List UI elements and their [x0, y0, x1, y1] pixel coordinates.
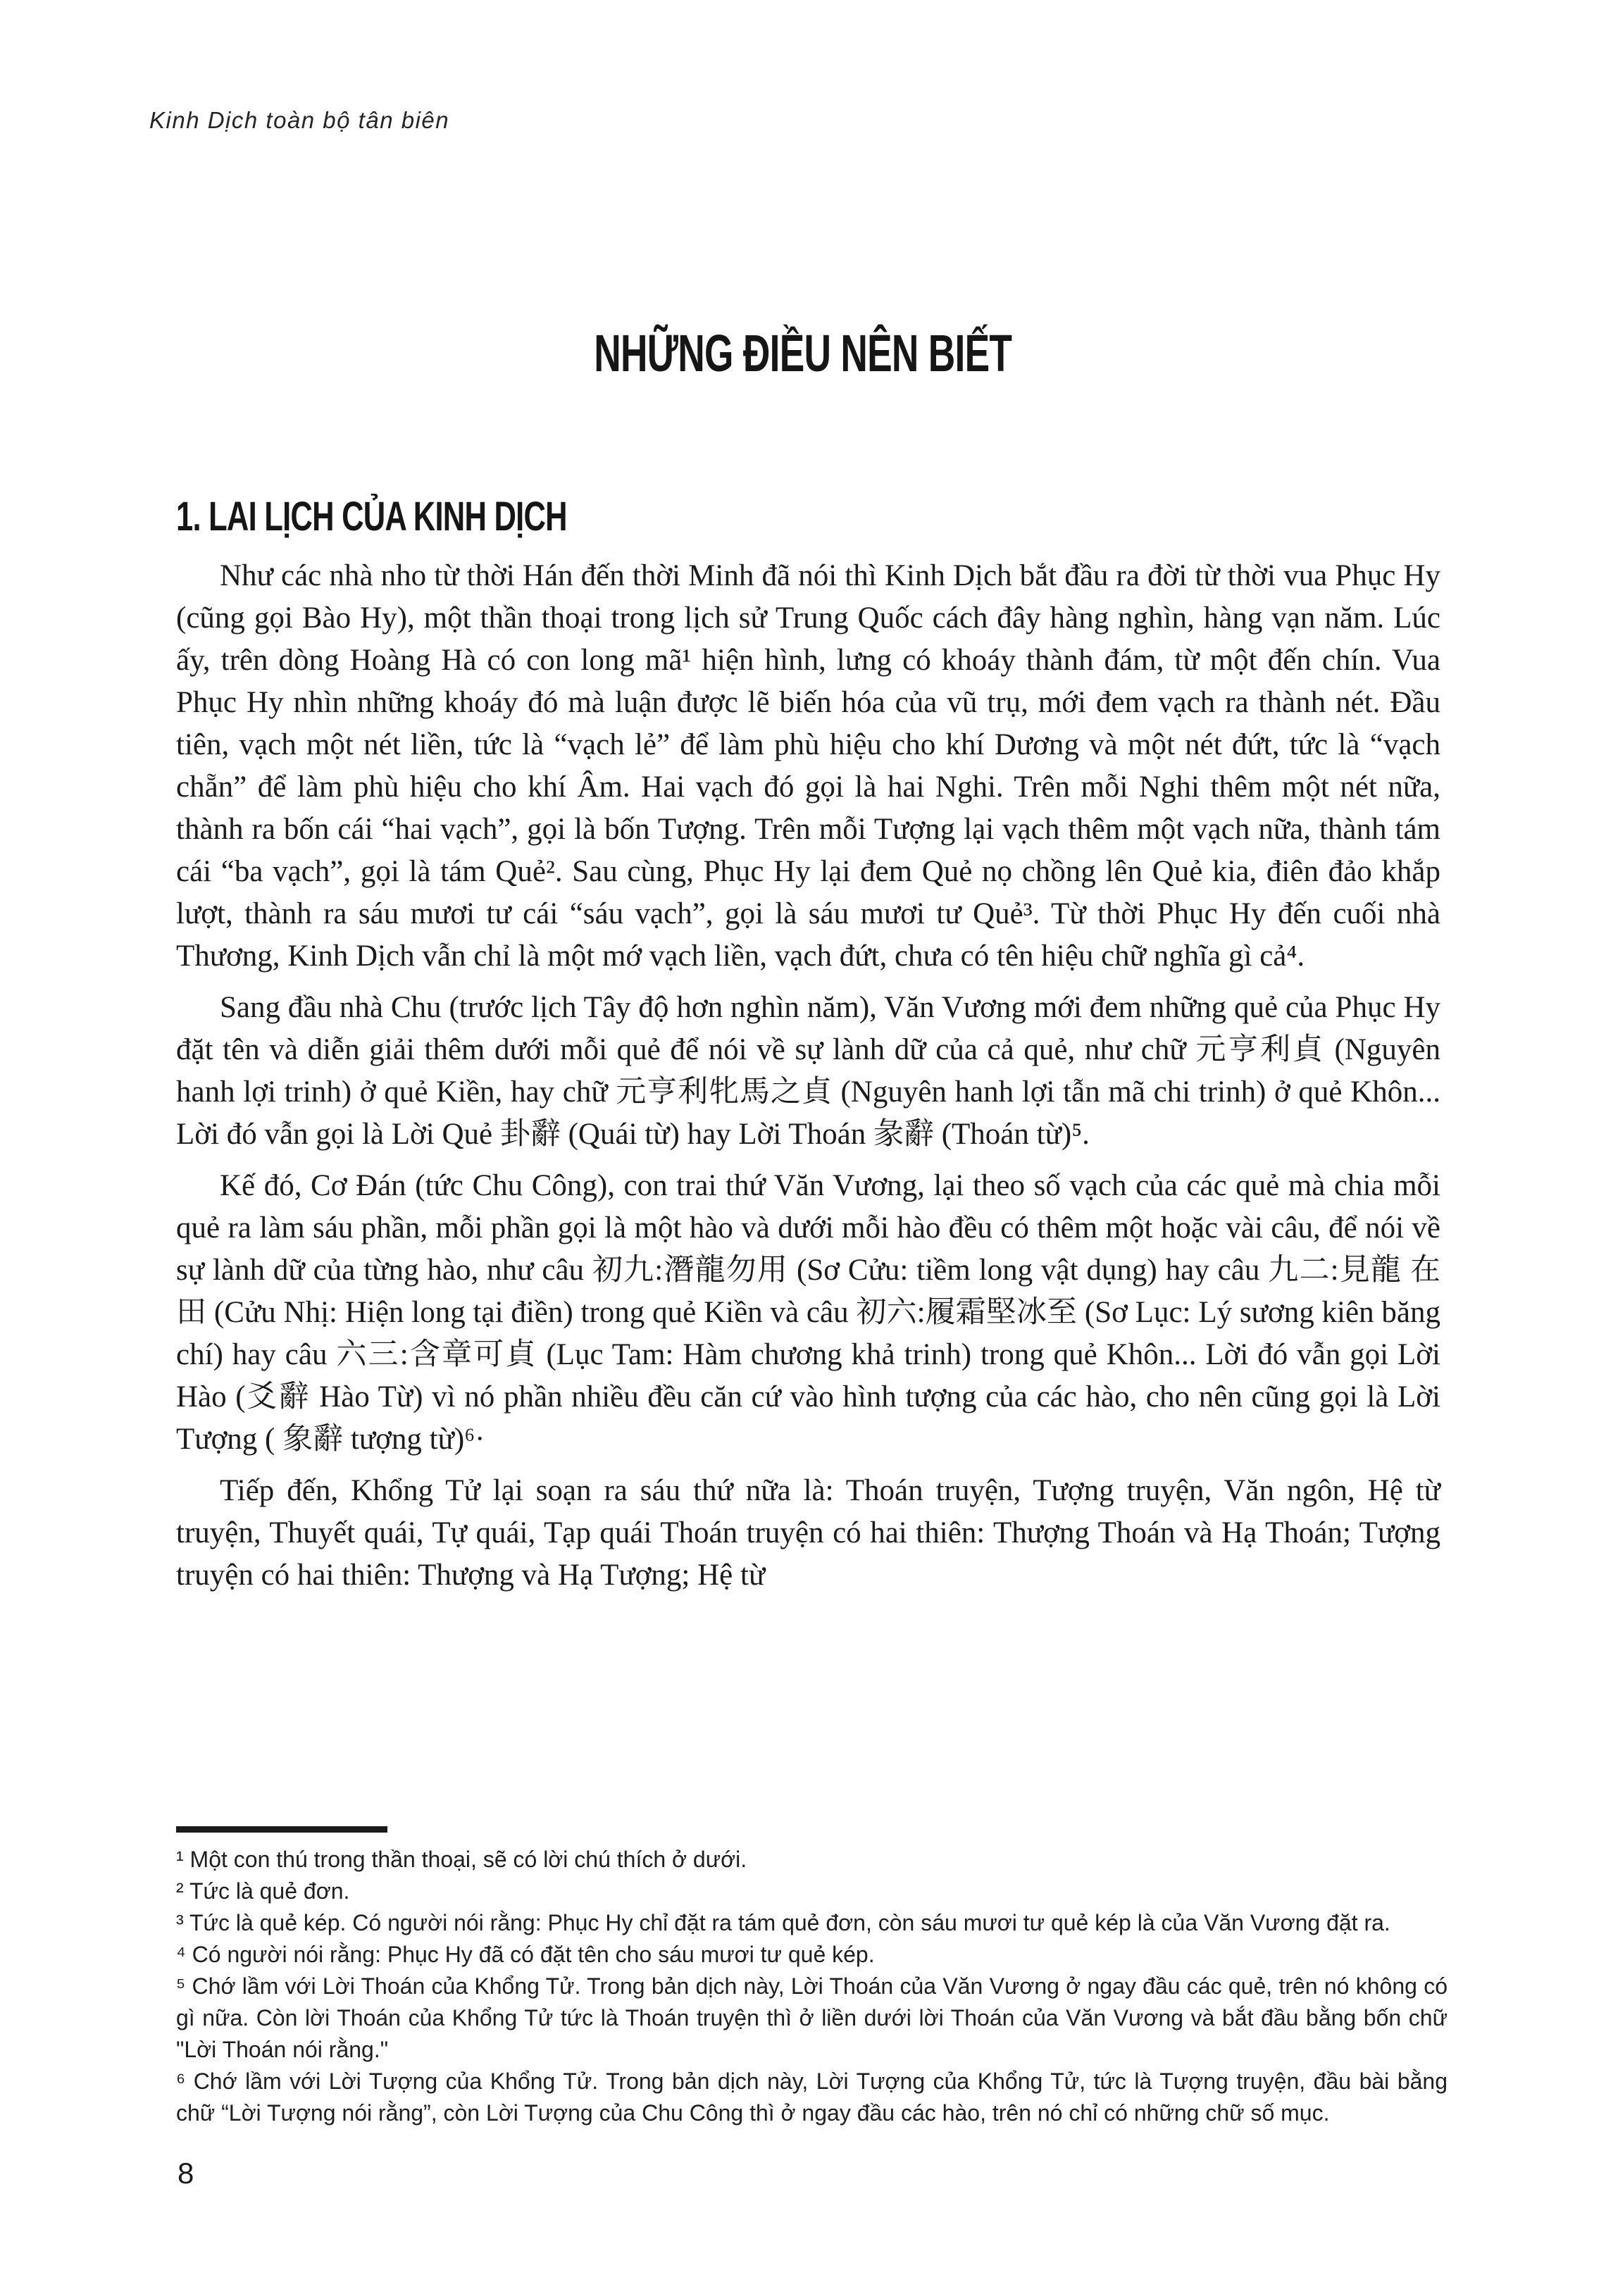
section-heading [176, 494, 697, 539]
body-paragraph: Như các nhà nho từ thời Hán đến thời Minh đã nói thì Kinh Dịch bắt đầu ra đời từ thời vua Phục Hy (cũng gọi Bào Hy), một thần thoại trong lịch sử Trung Quốc cách đây hàng nghìn, hàng vạn năm. Lúc ấy, trên dòng Hoàng Hà có con long mã¹ hiện hình, lưng có khoáy thành đám, từ một đến chín. Vua Phục Hy nhìn những khoáy đó mà luận được lẽ biến hóa của vũ trụ, mới đem vạch ra thành nét. Đầu tiên, vạch một nét liền, tức là “vạch lẻ” để làm phù hiệu cho khí Dương và một nét đứt, tức là “vạch chẵn” để làm phù hiệu cho khí Âm. Hai vạch đó gọi là hai Nghi. Trên mỗi Nghi thêm một nét nữa, thành ra bốn cái “hai vạch”, gọi là bốn Tượng. Trên mỗi Tượng lại vạch thêm một vạch nữa, thành tám cái “ba vạch”, gọi là tám Quẻ². Sau cùng, Phục Hy lại đem Quẻ nọ chồng lên Quẻ kia, điên đảo khắp lượt, thành ra sáu mươi tư cái “sáu vạch”, gọi là sáu mươi tư Quẻ³. Từ thời Phục Hy đến cuối nhà Thương, Kinh Dịch vẫn chỉ là một mớ vạch liền, vạch đứt, chưa có tên hiệu chữ nghĩa gì cả⁴. [176, 559, 1440, 973]
footnote-item: ¹ Một con thú trong thần thoại, sẽ có lời chú thích ở dưới. [176, 1847, 747, 1872]
footnote-item: ² Tức là quẻ đơn. [176, 1878, 350, 1904]
footnote-item: ⁵ Chớ lầm với Lời Thoán của Khổng Tử. Trong bản dịch này, Lời Thoán của Văn Vương ở ngay đầu các quẻ, trên nó không có gì nữa. Còn lời Thoán của Khổng Tử tức là Thoán truyện thì ở liền dưới lời Thoán của Văn Vương và bắt đầu bằng bốn chữ "Lời Thoán nói rằng." [176, 1973, 1448, 2062]
footnotes [176, 1844, 1448, 2129]
page-title-text: NHỮNG ĐIỀU NÊN BIẾT [594, 324, 1012, 382]
body-paragraph: Sang đầu nhà Chu (trước lịch Tây độ hơn nghìn năm), Văn Vương mới đem những quẻ của Phục Hy đặt tên và diễn giải thêm dưới mỗi quẻ để nói về sự lành dữ của cả quẻ, như chữ 元亨利貞 (Nguyên hanh lợi trinh) ở quẻ Kiền, hay chữ 元亨利牝馬之貞 (Nguyên hanh lợi tẫn mã chi trinh) ở quẻ Khôn... Lời đó vẫn gọi là Lời Quẻ 卦辭 (Quái từ) hay Lời Thoán 彖辭 (Thoán từ)⁵. [176, 991, 1440, 1151]
body-text [176, 555, 1440, 1606]
body-paragraph: Kế đó, Cơ Đán (tức Chu Công), con trai thứ Văn Vương, lại theo số vạch của các quẻ mà chia mỗi quẻ ra làm sáu phần, mỗi phần gọi là một hào và dưới mỗi hào đều có thêm một hoặc vài câu, để nói về sự lành dữ của từng hào, như câu 初九:潛龍勿用 (Sơ Cửu: tiềm long vật dụng) hay câu 九二:見龍 在田 (Cửu Nhị: Hiện long tại điền) trong quẻ Kiền và câu 初六:履霜堅冰至 (Sơ Lục: Lý sương kiên băng chí) hay câu 六三:含章可貞 (Lục Tam: Hàm chương khả trinh) trong quẻ Khôn... Lời đó vẫn gọi Lời Hào (爻辭 Hào Từ) vì nó phần nhiều đều căn cứ vào hình tượng của các hào, cho nên cũng gọi là Lời Tượng ( 象辭 tượng từ)⁶· [176, 1169, 1440, 1456]
footnote-item: ⁶ Chớ lầm với Lời Tượng của Khổng Tử. Trong bản dịch này, Lời Tượng của Khổng Tử, tức là Tượng truyện, đầu bài bằng chữ “Lời Tượng nói rằng”, còn Lời Tượng của Chu Công thì ở ngay đầu các hào, trên nó chỉ có những chữ số mục. [176, 2069, 1448, 2126]
running-header: Kinh Dịch toàn bộ tân biên [149, 107, 450, 133]
section-heading-text: 1. LAI LỊCH CỦA KINH DỊCH [176, 494, 567, 539]
footnote-item: ⁴ Có người nói rằng: Phục Hy đã có đặt tên cho sáu mươi tư quẻ kép. [176, 1942, 875, 1967]
page-number: 8 [178, 2157, 194, 2190]
page-title [0, 325, 1606, 382]
body-paragraph: Tiếp đến, Khổng Tử lại soạn ra sáu thứ nữa là: Thoán truyện, Tượng truyện, Văn ngôn, Hệ từ truyện, Thuyết quái, Tự quái, Tạp quái Thoán truyện có hai thiên: Thượng Thoán và Hạ Thoán; Tượng truyện có hai thiên: Thượng và Hạ Tượng; Hệ từ [176, 1474, 1440, 1592]
footnote-separator-rule [176, 1826, 387, 1833]
footnote-item: ³ Tức là quẻ kép. Có người nói rằng: Phục Hy chỉ đặt ra tám quẻ đơn, còn sáu mươi tư quẻ kép là của Văn Vương đặt ra. [176, 1910, 1390, 1935]
